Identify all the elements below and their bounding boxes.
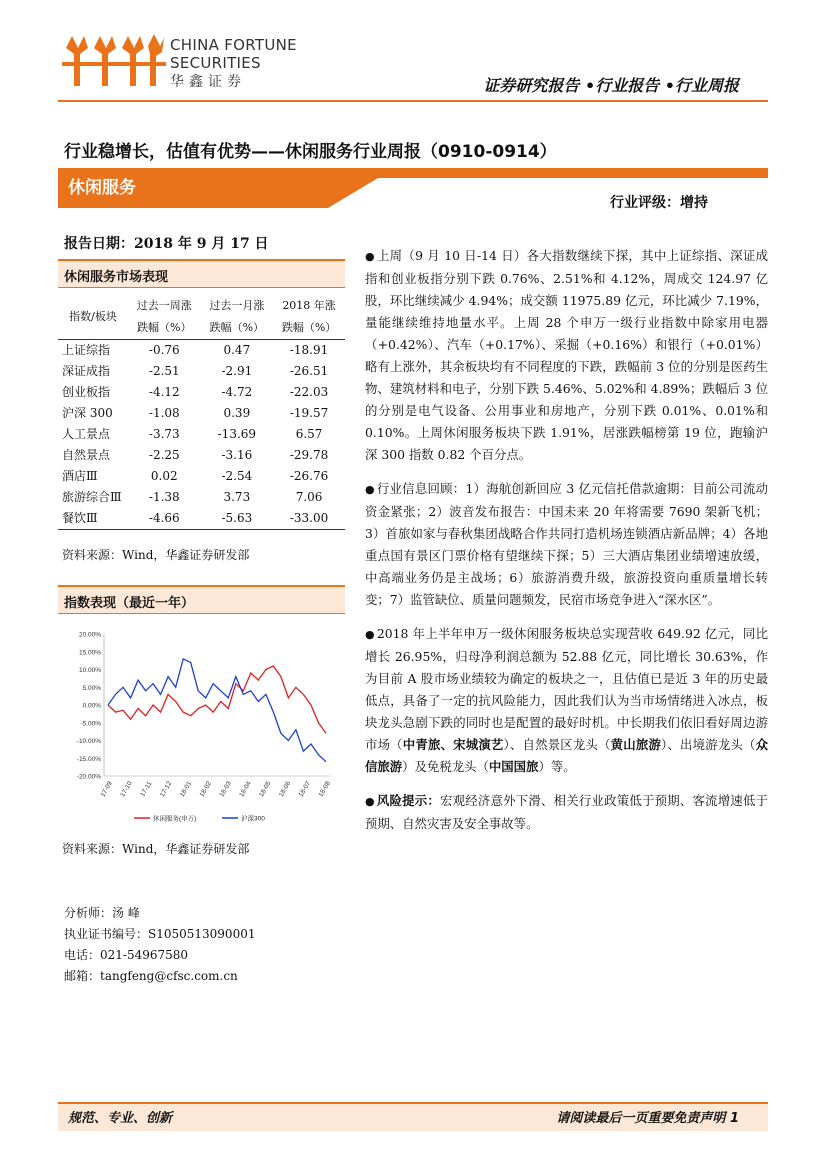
ytd-change-cell: -26.51 [289, 364, 329, 378]
pick-huangshan: 黄山旅游 [610, 737, 662, 752]
analyst-email: 邮箱：tangfeng@cfsc.com.cn [64, 969, 238, 983]
x-tick-label: 18-05 [258, 780, 273, 799]
company-name-cn: 华鑫证券 [170, 74, 246, 90]
x-tick-label: 18-01 [178, 780, 194, 799]
paragraph-industry-news [365, 478, 768, 611]
market-performance-header [58, 259, 345, 288]
y-tick-label: 5.00% [82, 684, 101, 692]
col-header-week-unit: 跌幅（%） [128, 317, 201, 340]
industry-rating: 行业评级：增持 [610, 195, 708, 211]
col-header-ytd: 2018 年涨 [282, 299, 336, 312]
table-row [58, 382, 345, 403]
week-change-cell: -4.66 [128, 508, 201, 530]
industry-news-text: 行业信息回顾：1）海航创新回应 3 亿元信托借款逾期：目前公司流动资金紧张；2）波音发布报告：中国未来 20 年将需要 7690 架新飞机；3）首旅如家与春秋集团战略合作共同打造机场连锁酒店新品牌；4）各地重点国有景区门票价格有望继续下探；5）三大酒店集团业绩增速放缓，中高端业务仍是主战场；6）旅游消费升级，旅游投资向重质量增长转变；7）监管缺位、质量问题频发，民宿市场竞争进入“深水区”。 [365, 481, 768, 607]
chart-source-note: 资料来源：Wind，华鑫证券研发部 [62, 842, 250, 856]
month-change-cell: 3.73 [223, 490, 251, 504]
view-text-f: ）等。 [538, 759, 576, 774]
company-name-en-line2: SECURITIES [170, 54, 261, 72]
index-name-cell: 餐饮Ⅲ [58, 508, 128, 530]
report-date: 报告日期：2018 年 9 月 17 日 [64, 236, 269, 252]
market-performance-table [58, 295, 345, 530]
y-tick-label: 20.00% [78, 631, 101, 639]
col-header-ytd-unit: 跌幅（%） [273, 317, 345, 340]
table-source-note: 资料来源：Wind，华鑫证券研发部 [62, 548, 250, 562]
col-header-month: 过去一月涨 [209, 299, 265, 312]
analyst-phone: 电话：021-54967580 [64, 948, 189, 962]
view-text-d: ）、出境游龙头（ [661, 737, 756, 752]
view-text-a: 2018 年上半年申万一级休闲服务板块总实现营收 649.92 亿元，同比增长 26.95%，归母净利润总额为 52.88 亿元，同比增长 30.63%，作为目前 A 股市场业绩较为确定的板块之一，且估值已是近 3 年的历史最低点，具备了一定的抗风险能力，因此我们认为当市场情绪进入冰点，板块龙头急剧下跌的同时也是配置的最好时机。中长期我们依旧看好周边游市场（ [365, 626, 768, 752]
ytd-change-cell: -19.57 [289, 406, 329, 420]
y-tick-label: -20.00% [76, 773, 101, 781]
ytd-change-cell: -33.00 [273, 508, 345, 530]
week-change-cell: -2.25 [148, 448, 180, 462]
month-change-cell: -2.54 [221, 469, 253, 483]
week-change-cell: -3.73 [148, 427, 180, 441]
table-row [58, 361, 345, 382]
index-name-cell: 沪深 300 [62, 406, 113, 420]
col-header-month-unit: 跌幅（%） [201, 317, 274, 340]
y-tick-label: -5.00% [80, 720, 101, 728]
x-tick-label: 18-07 [297, 780, 313, 799]
x-tick-label: 17-11 [139, 780, 154, 798]
analyst-license: 执业证书编号：S1050513090001 [64, 927, 256, 941]
y-tick-label: 10.00% [78, 667, 101, 674]
table-row [58, 403, 345, 424]
month-change-cell: -3.16 [221, 448, 253, 462]
x-tick-label: 18-08 [317, 780, 332, 799]
bullet-icon: ● [365, 250, 375, 263]
risk-text: 宏观经济意外下滑、相关行业政策低于预期、客流增速低于预期、自然灾害及安全事故等。 [365, 793, 769, 831]
table-row [58, 466, 345, 487]
x-tick-label: 18-04 [238, 780, 253, 799]
ytd-change-cell: -18.91 [289, 343, 329, 357]
view-text-c: ）、自然景区龙头（ [503, 737, 611, 752]
week-change-cell: -0.76 [148, 343, 180, 357]
month-change-cell: -13.69 [217, 427, 257, 441]
index-performance-header [58, 585, 345, 614]
table-row [58, 508, 345, 530]
risk-label: 风险提示： [376, 793, 440, 808]
y-tick-label: -15.00% [76, 755, 101, 763]
analyst-name: 分析师：汤 峰 [64, 906, 140, 920]
paragraph-market-review [365, 245, 768, 466]
index-name-cell: 人工景点 [62, 427, 111, 441]
month-change-cell: 0.39 [223, 406, 251, 420]
index-name-cell: 创业板指 [62, 385, 111, 399]
header-divider [58, 100, 768, 102]
pick-cits: 中国国旅 [488, 759, 539, 774]
company-name-en-line1: CHINA FORTUNE [170, 36, 297, 54]
index-name-cell: 自然景点 [62, 448, 111, 462]
x-tick-label: 18-03 [218, 780, 233, 799]
week-change-cell: -1.08 [148, 406, 180, 420]
analyst-info [64, 903, 255, 987]
y-tick-label: 15.00% [78, 649, 101, 657]
index-name-cell: 深证成指 [62, 364, 111, 378]
week-change-cell: -1.38 [148, 490, 180, 504]
x-tick-label: 17-09 [99, 780, 114, 799]
month-change-cell: -5.63 [201, 508, 274, 530]
table-row [58, 445, 345, 466]
series-line-0 [108, 666, 326, 733]
month-change-cell: -2.91 [221, 364, 253, 378]
x-tick-label: 17-12 [158, 780, 174, 799]
week-change-cell: -2.51 [148, 364, 180, 378]
legend-label: 沪深300 [241, 815, 265, 823]
bullet-icon: ● [365, 483, 375, 496]
ytd-change-cell: -26.76 [289, 469, 329, 483]
bullet-icon: ● [365, 628, 375, 641]
table-row [58, 340, 345, 362]
month-change-cell: -4.72 [221, 385, 253, 399]
pick-zhongqinglv-songcheng: 中青旅、宋城演艺 [402, 737, 504, 752]
table-row [58, 424, 345, 445]
x-tick-label: 18-06 [277, 780, 293, 799]
market-review-text: 上周（9 月 10 日-14 日）各大指数继续下探，其中上证综指、深证成指和创业板指分别下跌 0.76%、2.51%和 4.12%，周成交 124.97 亿股，环比继续减少 4.94%；成交额 11975.89 亿元，环比减少 7.19%，量能继续维持地量水平。上周 28 个申万一级行业指数中除家用电器（+0.42%）、汽车（+0.17%）、采掘（+0.16%）和银行（+0.01%）略有上涨外，其余板块均有不同程度的下跌，跌幅前 3 位的分别是医药生物、建筑材料和电子，分别下跌 5.46%、5.02%和 4.89%；跌幅后 3 位的分别是电气设备、公用事业和房地产，分别下跌 0.01%、0.01%和 0.10%。上周休闲服务板块下跌 1.91%，居涨跌幅榜第 19 位，跑输沪深 300 指数 0.82 个百分点。 [365, 248, 768, 462]
ytd-change-cell: -22.03 [289, 385, 329, 399]
market-performance-title: 休闲服务市场表现 [64, 270, 169, 285]
index-performance-title: 指数表现（最近一年） [64, 596, 195, 611]
paragraph-investment-view [365, 623, 768, 778]
col-header-week: 过去一周涨 [136, 299, 192, 312]
company-logo-icon [58, 28, 168, 90]
report-title: 行业稳增长，估值有优势——休闲服务行业周报（0910-0914） [64, 142, 557, 162]
col-header-name: 指数/板块 [69, 310, 117, 323]
report-type-tags: 证券研究报告 •行业报告 •行业周报 [483, 76, 739, 95]
bullet-icon: ● [365, 795, 375, 808]
paragraph-risk [365, 790, 768, 835]
y-tick-label: -10.00% [76, 738, 101, 745]
x-tick-label: 18-02 [198, 780, 213, 799]
week-change-cell: -4.12 [148, 385, 180, 399]
legend-label: 休闲服务(申万) [153, 815, 197, 823]
y-tick-label: 0.00% [82, 702, 101, 710]
footer-slogan: 规范、专业、创新 [68, 1111, 173, 1126]
ytd-change-cell: -29.78 [289, 448, 329, 462]
ytd-change-cell: 6.57 [295, 427, 323, 441]
footer-disclaimer: 请阅读最后一页重要免责声明 1 [556, 1111, 739, 1126]
pick-zhongxin: 众信旅游 [365, 737, 768, 774]
month-change-cell: 0.47 [223, 343, 251, 357]
index-performance-chart [62, 620, 338, 830]
sector-name: 休闲服务 [68, 178, 136, 198]
report-body [365, 245, 768, 847]
ytd-change-cell: 7.06 [295, 490, 323, 504]
index-name-cell: 酒店Ⅲ [62, 469, 98, 483]
index-name-cell: 上证综指 [62, 343, 111, 357]
view-text-e: ）及免税龙头（ [402, 759, 489, 774]
index-name-cell: 旅游综合Ⅲ [62, 490, 122, 504]
table-row [58, 487, 345, 508]
x-tick-label: 17-10 [119, 780, 134, 799]
week-change-cell: 0.02 [150, 469, 178, 483]
table-header-row [58, 295, 345, 317]
